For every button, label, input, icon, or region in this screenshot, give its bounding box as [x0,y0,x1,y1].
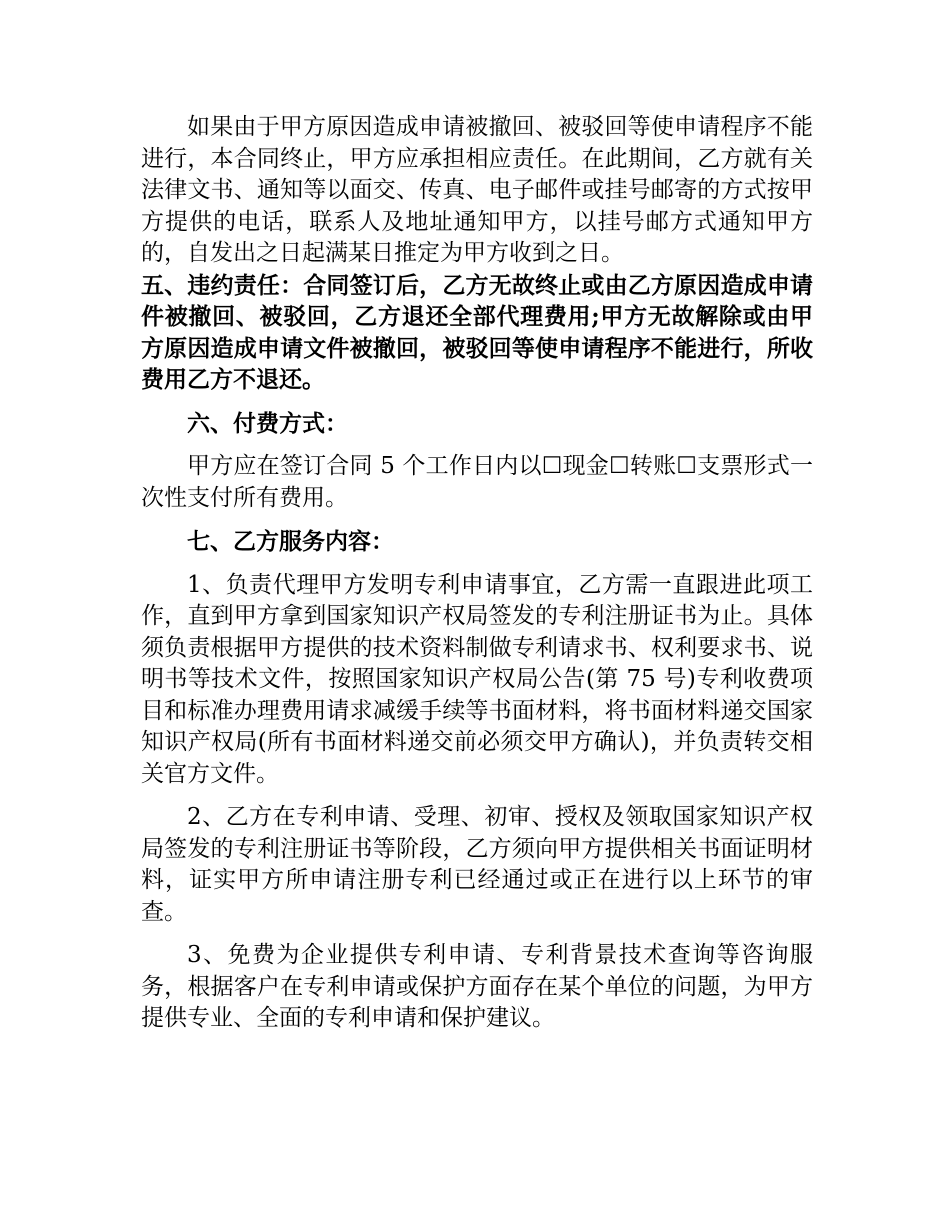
document-body [141,112,813,1035]
heading-payment-method: 六、付费方式： [187,409,348,437]
paragraph-breach-liability: 五、违约责任：合同签订后，乙方无故终止或由乙方原因造成申请件被撤回、被驳回，乙方退还全部代理费用;甲方无故解除或由甲方原因造成申请文件被撤回，被驳回等使申请程序不能进行，所收费用乙方不退还。 [141,271,813,393]
heading-service-content: 七、乙方服务内容： [187,528,394,555]
paragraph-service-3: 3、免费为企业提供专利申请、专利背景技术查询等咨询服务，根据客户在专利申请或保护方面存在某个单位的问题，为甲方提供专业、全面的专利申请和保护建议。 [141,942,813,1031]
paragraph-service-1: 1、负责代理甲方发明专利申请事宜，乙方需一直跟进此项工作，直到甲方拿到国家知识产权局签发的专利注册证书为止。具体须负责根据甲方提供的技术资料制做专利请求书、权利要求书、说明书等技术文件，按照国家知识产权局公告(第 75 号)专利收费项目和标准办理费用请求减缓手续等书面材料，将书面材料递交国家知识产权局(所有书面材料递交前必须交甲方确认)，并负责转交相关官方文件。 [141,571,813,787]
paragraph-termination: 如果由于甲方原因造成申请被撤回、被驳回等使申请程序不能进行，本合同终止，甲方应承担相应责任。在此期间，乙方就有关法律文书、通知等以面交、传真、电子邮件或挂号邮寄的方式按甲方提供的电话，联系人及地址通知甲方，以挂号邮方式通知甲方的，自发出之日起满某日推定为甲方收到之日。 [141,114,813,266]
paragraph-payment: 甲方应在签订合同 5 个工作日内以☐现金☐转账☐支票形式一次性支付所有费用。 [141,453,813,511]
paragraph-service-2: 2、乙方在专利申请、受理、初审、授权及领取国家知识产权局签发的专利注册证书等阶段，乙方须向甲方提供相关书面证明材料，证实甲方所申请注册专利已经通过或正在进行以上环节的审查。 [141,804,813,925]
